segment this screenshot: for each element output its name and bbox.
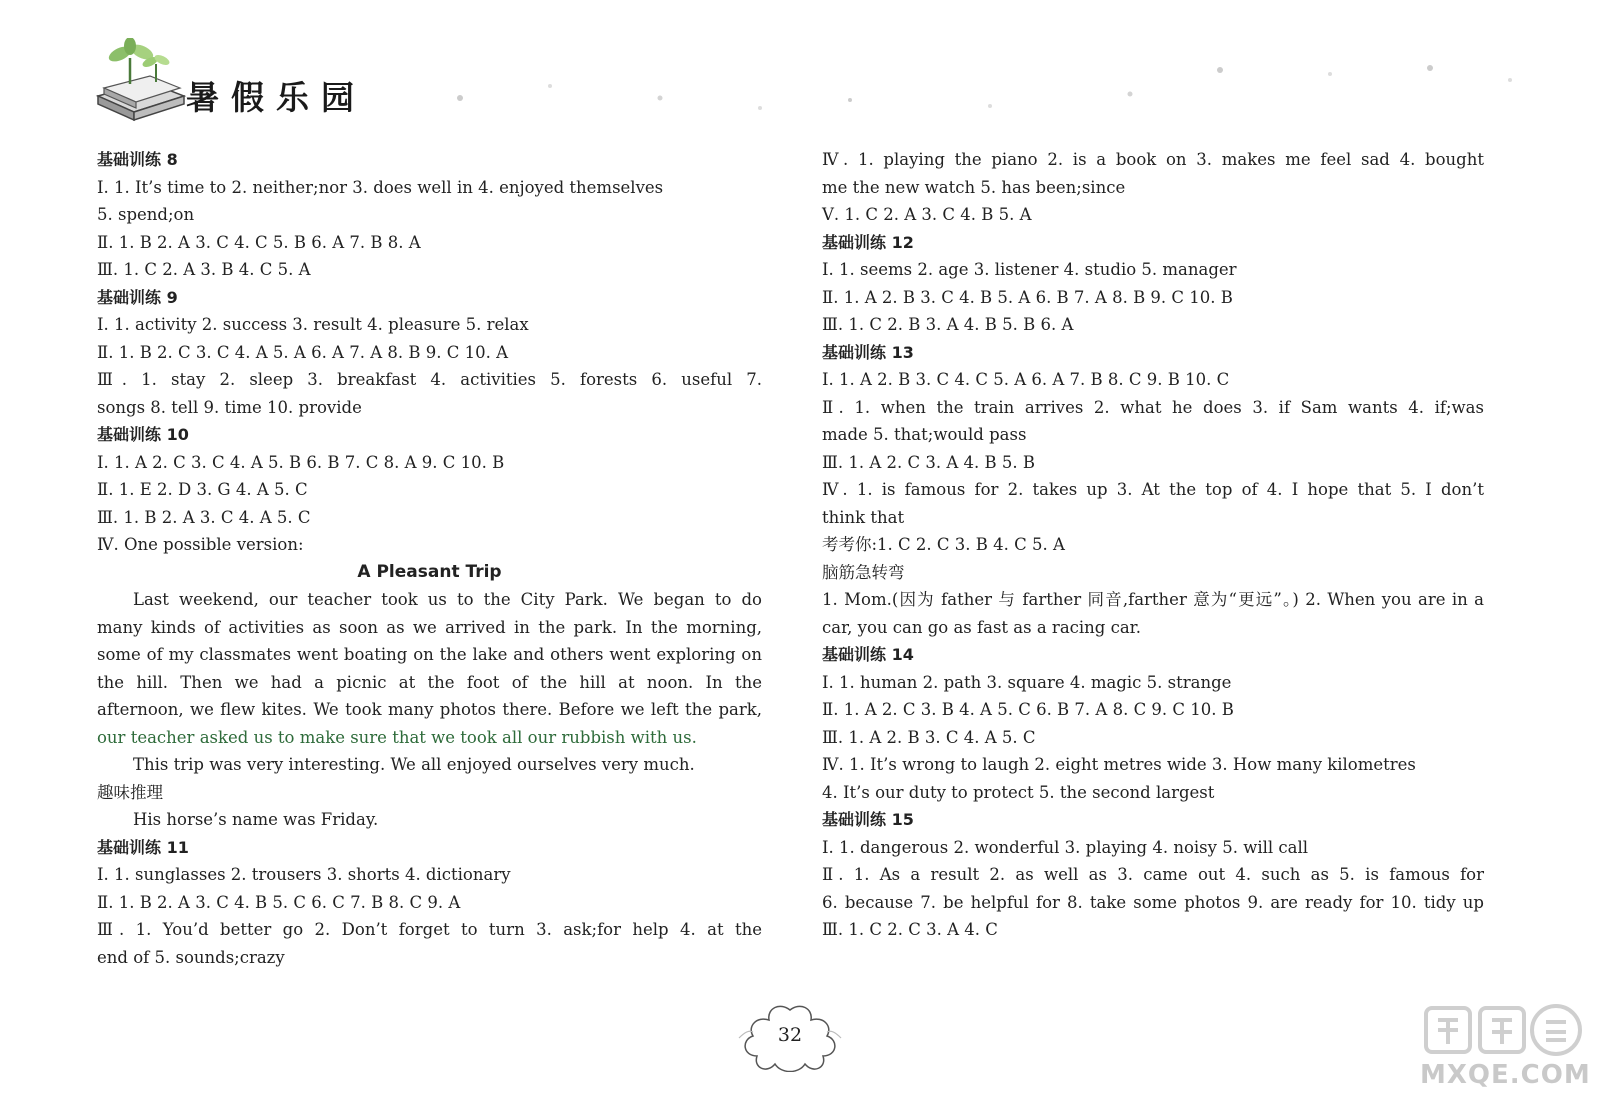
answer-line: Ⅲ. 1. You’d better go 2. Don’t forget to turn 3. ask;for help 4. at the xyxy=(97,920,762,939)
section-heading: 基础训练 9 xyxy=(97,287,178,307)
answer-line: Last weekend, our teacher took us to the City Park. We began to do xyxy=(133,590,762,609)
answer-line: Ⅳ. 1. is famous for 2. takes up 3. At the top of 4. I hope that 5. I don’t xyxy=(822,480,1484,499)
section-heading: 基础训练 10 xyxy=(97,425,189,444)
answer-line: end of 5. sounds;crazy xyxy=(97,947,285,967)
section-heading: 基础训练 11 xyxy=(97,837,189,857)
watermark-logo-icon xyxy=(1420,1000,1585,1062)
watermark-text: MXQE.COM xyxy=(1420,1060,1591,1090)
books-plant-logo-icon xyxy=(90,38,190,122)
section-heading: 基础训练 15 xyxy=(822,810,914,829)
answer-line: Ⅰ. 1. A 2. B 3. C 4. C 5. A 6. A 7. B 8. C 9. B 10. C xyxy=(822,370,1230,389)
answer-line: car, you can go as fast as a racing car. xyxy=(822,617,1142,637)
section-heading: 基础训练 8 xyxy=(97,150,178,169)
answer-line: Ⅴ. 1. C 2. A 3. C 4. B 5. A xyxy=(822,205,1032,224)
answer-line: Ⅰ. 1. It’s time to 2. neither;nor 3. does well in 4. enjoyed themselves xyxy=(97,177,664,197)
page-title: 暑假乐园 xyxy=(186,78,366,117)
answer-line: His horse’s name was Friday. xyxy=(133,810,379,829)
answer-line: A Pleasant Trip xyxy=(357,561,502,582)
section-heading: 基础训练 12 xyxy=(822,232,914,252)
answer-line: Ⅰ. 1. dangerous 2. wonderful 3. playing 4. noisy 5. will call xyxy=(822,837,1309,857)
right-answer-column xyxy=(822,146,1484,944)
answer-line: Ⅱ. 1. when the train arrives 2. what he does 3. if Sam wants 4. if;was xyxy=(822,397,1484,417)
answer-line: Ⅰ. 1. human 2. path 3. square 4. magic 5. strange xyxy=(822,672,1232,692)
answer-line: Ⅱ. 1. B 2. A 3. C 4. B 5. C 6. C 7. B 8. C 9. A xyxy=(97,892,461,912)
answer-line: think that xyxy=(822,507,905,527)
section-heading: 基础训练 13 xyxy=(822,342,914,362)
answer-line: Ⅲ. 1. C 2. B 3. A 4. B 5. B 6. A xyxy=(822,315,1074,334)
answer-line: 5. spend;on xyxy=(97,205,195,224)
section-heading: 基础训练 14 xyxy=(822,645,914,664)
answer-line: Ⅱ. 1. B 2. C 3. C 4. A 5. A 6. A 7. A 8. B 9. C 10. A xyxy=(97,342,508,362)
answer-line: songs 8. tell 9. time 10. provide xyxy=(97,397,362,417)
page-number-badge xyxy=(735,1002,845,1072)
answer-line: some of my classmates went boating on the lake and others went exploring on xyxy=(97,645,762,664)
answer-line: 6. because 7. be helpful for 8. take some photos 9. are ready for 10. tidy up xyxy=(822,892,1484,912)
answer-line: many kinds of activities as soon as we arrived in the park. In the morning, xyxy=(97,617,762,637)
answer-line: This trip was very interesting. We all enjoyed ourselves very much. xyxy=(133,755,695,774)
page-number: 32 xyxy=(777,1024,803,1046)
answer-line: Ⅲ. 1. C 2. C 3. A 4. C xyxy=(822,920,998,939)
answer-line: afternoon, we flew kites. We took many photos there. Before we left the park, xyxy=(97,700,762,719)
answer-line: 趣味推理 xyxy=(97,782,163,802)
decorative-dots-icon xyxy=(430,62,1520,122)
answer-line: Ⅰ. 1. activity 2. success 3. result 4. pleasure 5. relax xyxy=(97,315,529,334)
page-header xyxy=(90,38,1520,128)
answer-line: Ⅳ. 1. It’s wrong to laugh 2. eight metres wide 3. How many kilometres xyxy=(822,755,1416,774)
answer-line: Ⅱ. 1. B 2. A 3. C 4. C 5. B 6. A 7. B 8. A xyxy=(97,232,421,252)
answer-line: Ⅱ. 1. E 2. D 3. G 4. A 5. C xyxy=(97,480,308,499)
answer-line: Ⅲ. 1. stay 2. sleep 3. breakfast 4. activities 5. forests 6. useful 7. xyxy=(97,370,762,389)
answer-line: Ⅲ. 1. C 2. A 3. B 4. C 5. A xyxy=(97,260,311,279)
answer-line: 1. Mom.(因为 father 与 farther 同音,farther 意为“更远”。) 2. When you are in a xyxy=(822,590,1484,609)
answer-line: Ⅲ. 1. A 2. B 3. C 4. A 5. C xyxy=(822,727,1036,747)
answer-line: 4. It’s our duty to protect 5. the second largest xyxy=(822,782,1215,802)
answer-line: Ⅱ. 1. A 2. C 3. B 4. A 5. C 6. B 7. A 8. C 9. C 10. B xyxy=(822,700,1234,719)
answer-line: me the new watch 5. has been;since xyxy=(822,177,1126,197)
answer-line: Ⅱ. 1. A 2. B 3. C 4. B 5. A 6. B 7. A 8. B 9. C 10. B xyxy=(822,287,1233,307)
answer-line: Ⅲ. 1. A 2. C 3. A 4. B 5. B xyxy=(822,452,1036,472)
watermark xyxy=(1420,1000,1591,1100)
answer-line: the hill. Then we had a picnic at the foot of the hill at noon. In the xyxy=(97,672,762,692)
answer-line: Ⅳ. 1. playing the piano 2. is a book on 3. makes me feel sad 4. bought xyxy=(822,150,1484,169)
answer-line: Ⅲ. 1. B 2. A 3. C 4. A 5. C xyxy=(97,507,311,527)
answer-line: Ⅳ. One possible version: xyxy=(97,535,304,554)
answer-line: Ⅰ. 1. sunglasses 2. trousers 3. shorts 4. dictionary xyxy=(97,865,511,884)
answer-line: made 5. that;would pass xyxy=(822,425,1027,444)
answer-line: 脑筋急转弯 xyxy=(822,562,905,582)
answer-line: Ⅰ. 1. A 2. C 3. C 4. A 5. B 6. B 7. C 8. A 9. C 10. B xyxy=(97,452,505,472)
answer-line: 考考你:1. C 2. C 3. B 4. C 5. A xyxy=(822,535,1065,554)
answer-line: Ⅱ. 1. As a result 2. as well as 3. came out 4. such as 5. is famous for xyxy=(822,865,1484,884)
answer-line: our teacher asked us to make sure that we took all our rubbish with us. xyxy=(97,727,697,747)
left-answer-column xyxy=(97,146,762,971)
answer-line: Ⅰ. 1. seems 2. age 3. listener 4. studio 5. manager xyxy=(822,260,1237,279)
